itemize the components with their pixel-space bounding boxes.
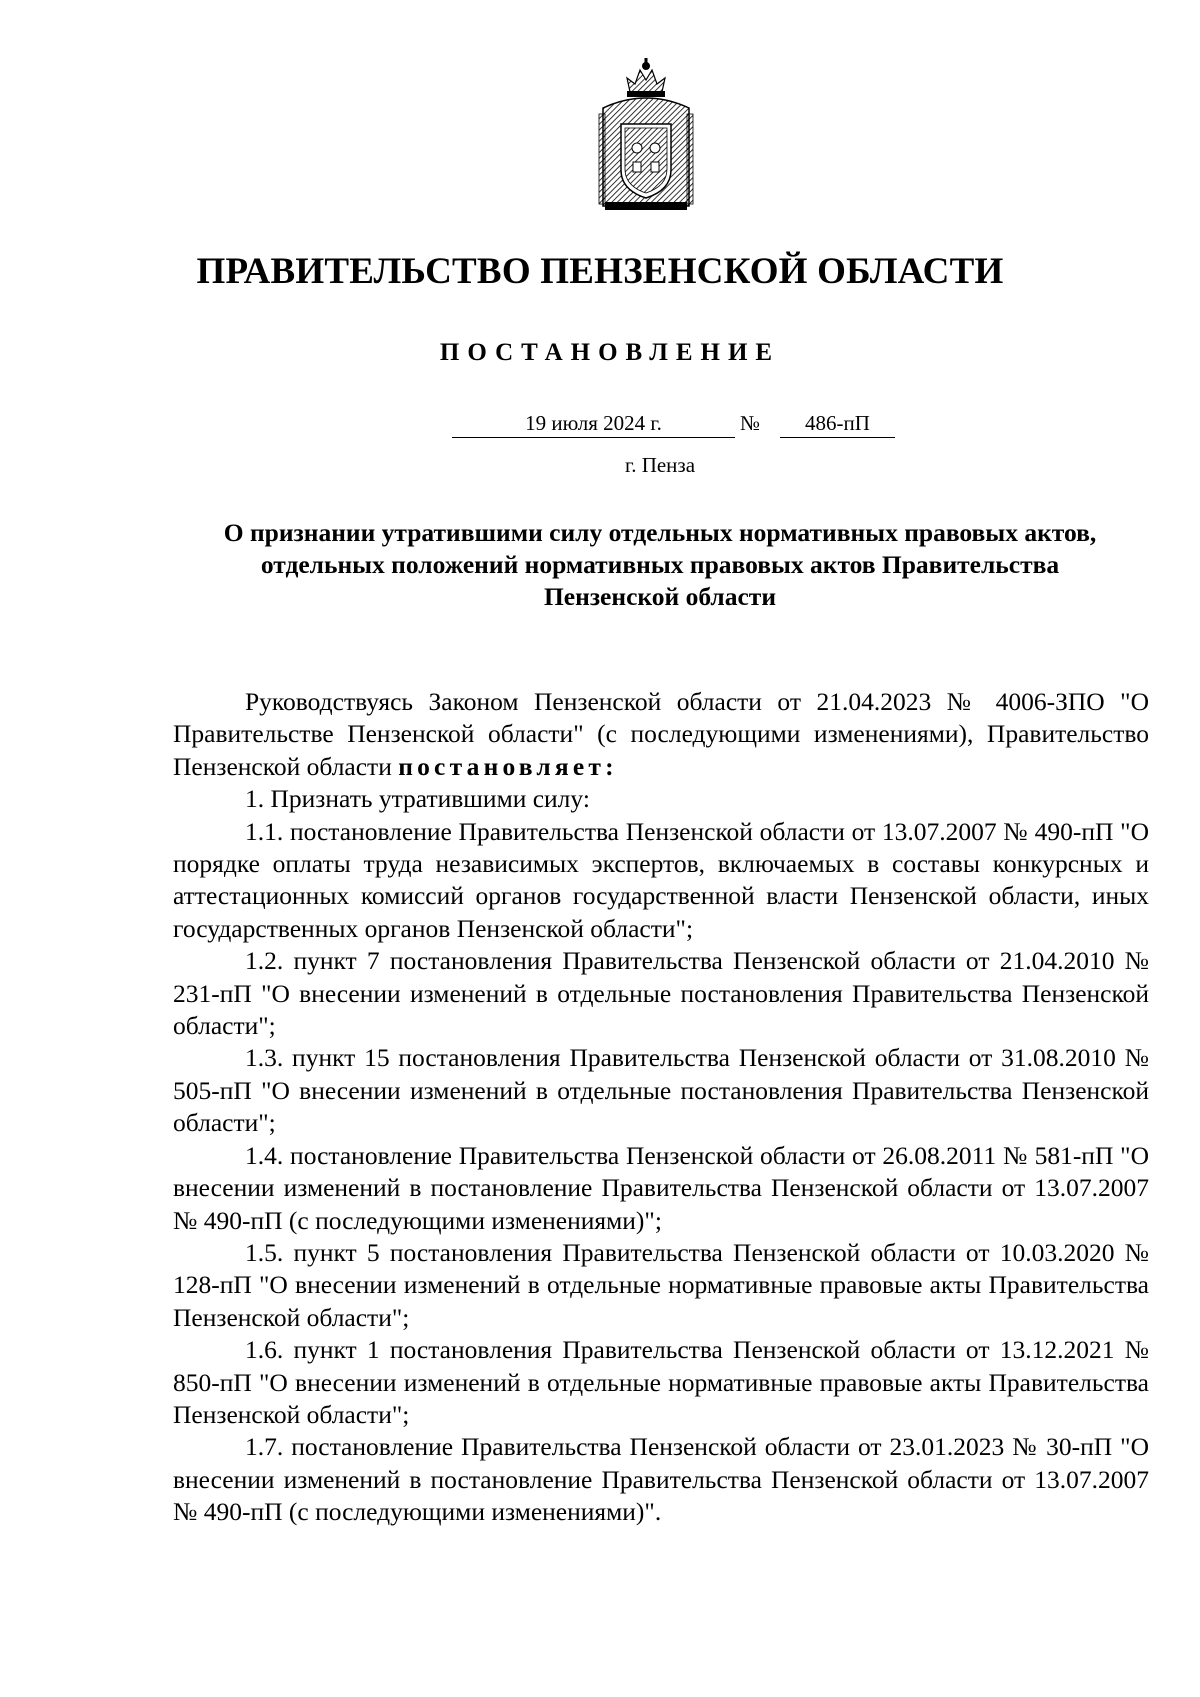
subitem-1-3: 1.3. пункт 15 постановления Правительства Пензенской области от 31.08.2010 № 505-пП "О внесении изменений в отдельные постановления Правительства Пензенской области"; xyxy=(173,1043,1149,1138)
subitem-1-5: 1.5. пункт 5 постановления Правительства Пензенской области от 10.03.2020 № 128-пП "О внесении изменений в отдельные нормативные правовые акты Правительства Пензенской области"; xyxy=(173,1237,1149,1332)
subitem-1-2: 1.2. пункт 7 постановления Правительства Пензенской области от 21.04.2010 № 231-пП "О внесении изменений в отдельные постановления Правительства Пензенской области"; xyxy=(173,946,1149,1041)
document-subject: О признании утратившими силу отдельных нормативных правовых актов, отдельных положений нормативных правовых актов Правительства Пензенской области xyxy=(223,518,1097,611)
document-city: г. Пенза xyxy=(624,453,696,477)
item-1: 1. Признать утратившими силу: xyxy=(245,784,590,814)
preamble-paragraph xyxy=(173,686,1149,783)
subitem-1-6: 1.6. пункт 1 постановления Правительства Пензенской области от 13.12.2021 № 850-пП "О внесении изменений в отдельные нормативные правовые акты Правительства Пензенской области"; xyxy=(173,1335,1149,1429)
document-type: ПОСТАНОВЛЕНИЕ xyxy=(439,339,781,366)
document-number: 486-пП xyxy=(780,410,895,438)
subitem-1-1: 1.1. постановление Правительства Пензенской области от 13.07.2007 № 490-пП "О порядке оплаты труда независимых экспертов, включаемых в составы конкурсных и аттестационных комиссий органов государственной власти Пензенской области, иных государственных органов Пензенской области"; xyxy=(173,816,1149,943)
number-sign: № xyxy=(740,411,761,435)
preamble-text: Руководствуясь Законом Пензенской области от 21.04.2023 № 4006-ЗПО "О Правительстве Пензенской области" (с последующими изменениями), Правительство Пензенской области xyxy=(173,687,1149,781)
coat-of-arms-icon xyxy=(597,58,695,213)
decree-word: постановляет: xyxy=(398,751,618,781)
government-name: ПРАВИТЕЛЬСТВО ПЕНЗЕНСКОЙ ОБЛАСТИ xyxy=(196,251,1004,292)
document-date: 19 июля 2024 г. xyxy=(452,410,735,438)
document-body xyxy=(173,686,1149,1529)
subitem-1-4: 1.4. постановление Правительства Пензенской области от 26.08.2011 № 581-пП "О внесении изменений в постановление Правительства Пензенской области от 13.07.2007 № 490-пП (с последующими изменениями)"; xyxy=(173,1140,1149,1235)
subitem-1-7: 1.7. постановление Правительства Пензенской области от 23.01.2023 № 30-пП "О внесении изменений в постановление Правительства Пензенской области от 13.07.2007 № 490-пП (с последующими изменениями)". xyxy=(173,1432,1149,1527)
